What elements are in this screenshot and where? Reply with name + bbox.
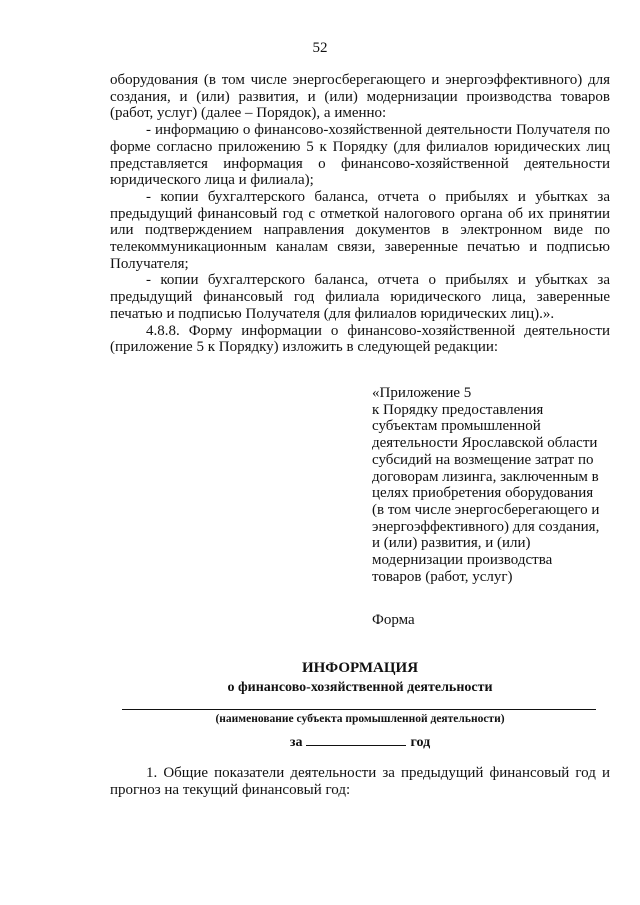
appendix-line: субсидий на возмещение затрат по <box>372 451 594 468</box>
appendix-line: субъектам промышленной <box>372 418 541 435</box>
paragraph-item-balance: - копии бухгалтерского баланса, отчета о прибылях и убытках за предыдущий финансовый год с отметкой налогового органа об их принятии или подтверждением направления документов в электронном виде по телекоммуникационным каналам связи, заверенные печатью и подписью Получателя; <box>110 188 610 272</box>
year-blank <box>306 733 406 746</box>
appendix-line: модернизации производства <box>372 552 553 569</box>
section-1 <box>110 765 610 799</box>
paragraph-clause-488: 4.8.8. Форму информации о финансово-хозяйственной деятельности (приложение 5 к Порядку) изложить в следующей редакции: <box>110 322 610 356</box>
entity-name-line <box>122 709 596 710</box>
body-text <box>110 72 610 356</box>
appendix-line: (в том числе энергосберегающего и <box>372 501 600 518</box>
page-number: 52 <box>312 40 328 56</box>
paragraph-intro: оборудования (в том числе энергосберегающего и энергоэффективного) для создания, и (или) развития, и (или) модернизации производства товаров (работ, услуг) (далее – Порядок), а именно: <box>110 72 610 122</box>
form-label: Форма <box>372 612 415 628</box>
form-title: ИНФОРМАЦИЯ <box>301 660 419 676</box>
period-suffix: год <box>410 735 431 750</box>
section-1-text: 1. Общие показатели деятельности за предыдущий финансовый год и прогноз на текущий финансовый год: <box>110 765 610 798</box>
paragraph-item-info: - информацию о финансово-хозяйственной деятельности Получателя по форме согласно приложению 5 к Порядку (для филиалов юридических лиц представляется информация о финансово-хозяйственной деятельности юридического лица и филиала); <box>110 122 610 189</box>
appendix-line: целях приобретения оборудования <box>372 485 594 502</box>
appendix-line: к Порядку предоставления <box>372 401 544 418</box>
form-subtitle: о финансово-хозяйственной деятельности <box>227 680 493 695</box>
paragraph-item-branch-balance: - копии бухгалтерского баланса, отчета о прибылях и убытках за предыдущий финансовый год филиала юридического лица, заверенные печатью и подписью Получателя (для филиалов юридических лиц).». <box>110 272 610 322</box>
period-line <box>110 733 610 751</box>
appendix-header <box>372 385 612 585</box>
period-prefix: за <box>289 735 303 750</box>
appendix-line: договорам лизинга, заключенным в <box>372 468 599 485</box>
appendix-line: энергоэффективного) для создания, <box>372 518 600 535</box>
appendix-line: и (или) развития, и (или) <box>372 535 531 552</box>
entity-caption: (наименование субъекта промышленной деятельности) <box>215 713 505 725</box>
appendix-line: деятельности Ярославской области <box>372 435 598 452</box>
appendix-line: товаров (работ, услуг) <box>372 568 513 585</box>
appendix-line: «Приложение 5 <box>372 385 472 401</box>
